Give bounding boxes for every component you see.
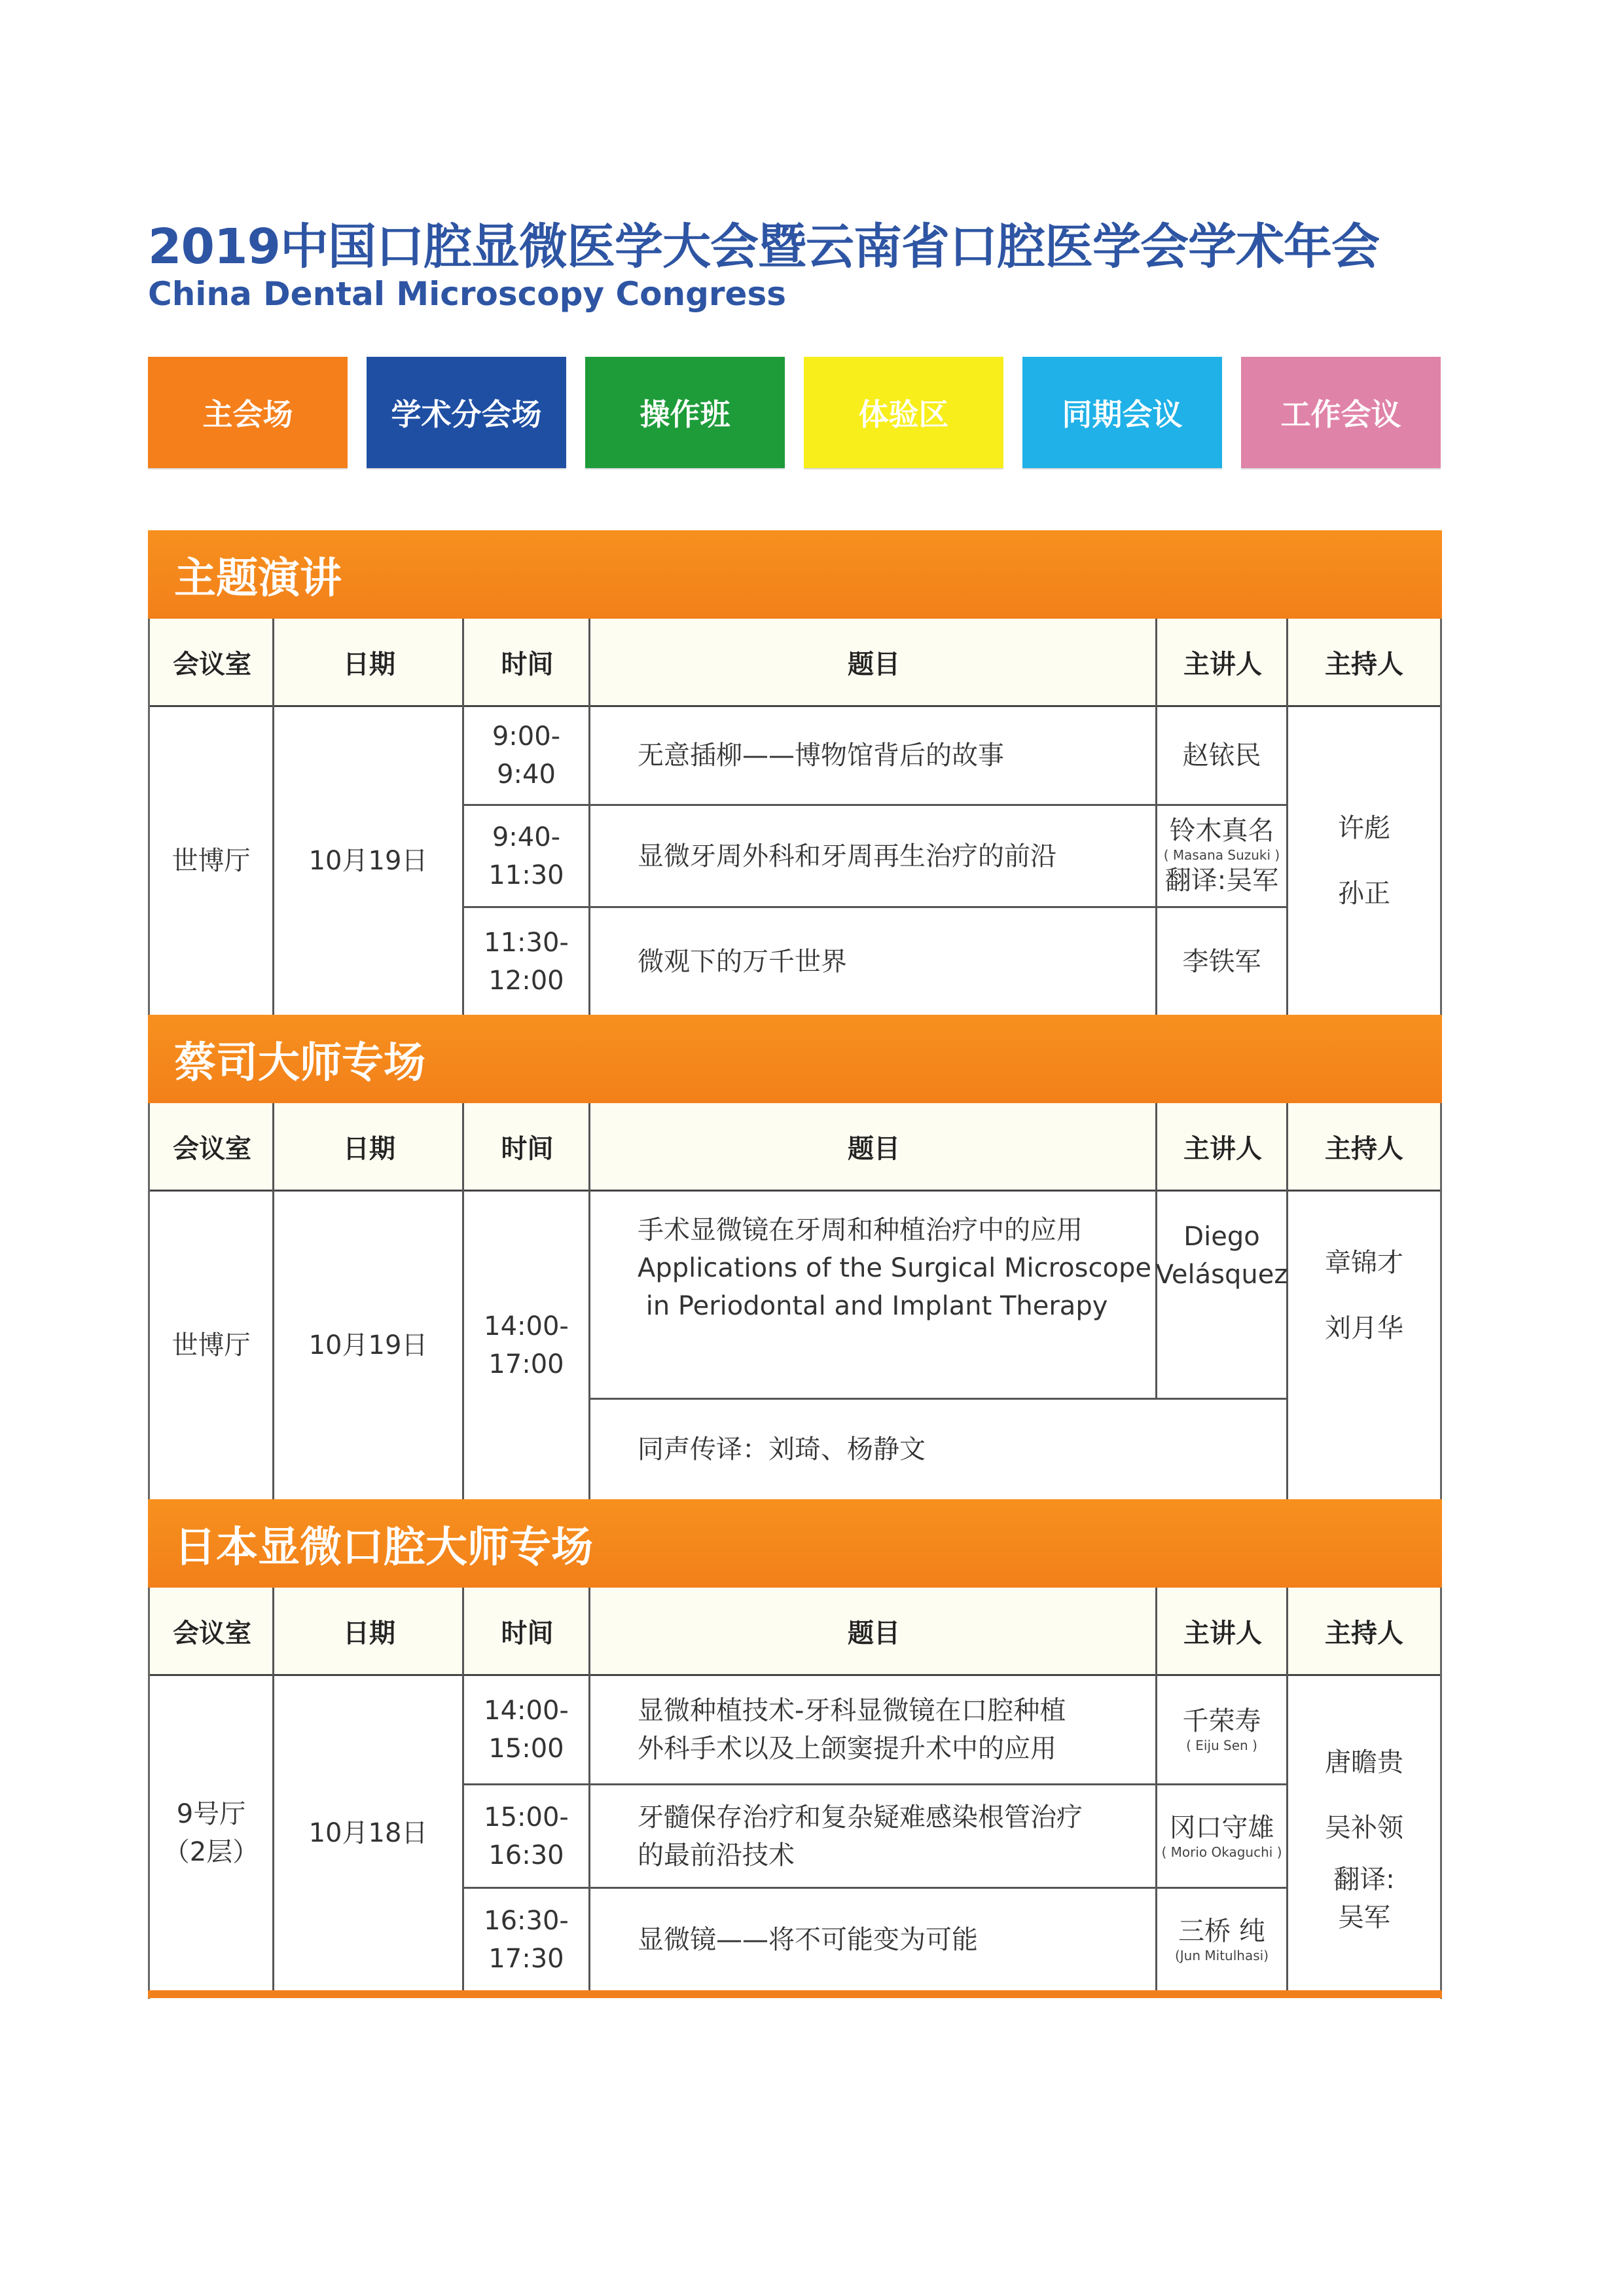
speaker-cell: 三桥 纯 (Jun Mitulhasi): [1174, 1916, 1269, 1963]
table-header: [150, 619, 1440, 707]
date-cell: 10月19日: [308, 1330, 428, 1360]
tab-work-meeting[interactable]: 工作会议: [1241, 357, 1441, 468]
topic-cell: 手术显微镜在牙周和种植治疗中的应用 Applications of the Surgical Microscope in Periodontal and Implant Therapy: [638, 1215, 1151, 1321]
col-topic: 题目: [848, 1618, 900, 1649]
time-cell: 11:30- 12:00: [484, 927, 569, 996]
topic-cell: 显微牙周外科和牙周再生治疗的前沿: [638, 841, 1056, 871]
col-time: 时间: [501, 1618, 554, 1649]
col-topic: 题目: [848, 649, 900, 680]
table-header: [150, 1103, 1440, 1192]
col-date: 日期: [343, 649, 395, 680]
col-speaker: 主讲人: [1183, 649, 1262, 680]
col-speaker: 主讲人: [1183, 1618, 1262, 1649]
tab-experience-zone[interactable]: 体验区: [804, 357, 1003, 468]
speaker-cell: 铃木真名 ( Masana Suzuki ) 翻译:吴军: [1163, 815, 1280, 896]
speaker-cell: 李铁军: [1182, 946, 1261, 977]
speaker-cell: 千荣寿 ( Eiju Sen ): [1182, 1706, 1261, 1753]
col-room: 会议室: [173, 1133, 251, 1164]
time-cell: 16:30- 17:30: [484, 1905, 569, 1974]
page-subtitle: China Dental Microscopy Congress: [148, 275, 786, 313]
topic-cell: 牙髓保存治疗和复杂疑难感染根管治疗 的最前沿技术: [638, 1802, 1083, 1870]
time-cell: 9:00- 9:40: [492, 721, 561, 790]
col-host: 主持人: [1325, 1133, 1403, 1164]
speaker-cell: 赵铱民: [1182, 740, 1261, 771]
host-cell: 章锦才 刘月华: [1325, 1248, 1403, 1343]
topic-cell: 显微镜——将不可能变为可能: [638, 1924, 978, 1955]
date-cell: 10月18日: [308, 1818, 428, 1848]
category-legend: [148, 357, 1442, 468]
interpretation-note: 同声传译：刘琦、杨静文: [638, 1434, 926, 1465]
tab-concurrent-meeting[interactable]: 同期会议: [1022, 357, 1222, 468]
section-title: 日本显微口腔大师专场: [148, 1499, 1442, 1588]
col-date: 日期: [343, 1618, 395, 1649]
host-cell: 唐瞻贵 吴补领 翻译: 吴军: [1325, 1747, 1403, 1933]
tab-main-venue[interactable]: 主会场: [148, 357, 348, 468]
topic-cell: 无意插柳——博物馆背后的故事: [638, 740, 1004, 771]
room-cell: 世博厅: [171, 1330, 251, 1360]
col-host: 主持人: [1325, 649, 1403, 680]
bottom-divider: [148, 1990, 1442, 1998]
schedule-table: [148, 530, 1442, 1999]
topic-cell: 显微种植技术-牙科显微镜在口腔种植 外科手术以及上颌窦提升术中的应用: [638, 1696, 1066, 1764]
host-cell: 许彪 孙正: [1338, 813, 1390, 909]
col-time: 时间: [501, 649, 554, 680]
table-header: [150, 1588, 1440, 1676]
col-room: 会议室: [173, 649, 251, 680]
time-cell: 14:00- 15:00: [484, 1696, 569, 1764]
time-cell: 14:00- 17:00: [484, 1311, 569, 1379]
section-title: 蔡司大师专场: [148, 1015, 1442, 1103]
col-date: 日期: [343, 1133, 395, 1164]
date-cell: 10月19日: [308, 846, 428, 876]
room-cell: 世博厅: [171, 846, 251, 876]
col-host: 主持人: [1325, 1618, 1403, 1649]
tab-academic-branch[interactable]: 学术分会场: [367, 357, 566, 468]
topic-cell: 微观下的万千世界: [638, 946, 847, 977]
time-cell: 9:40- 11:30: [488, 822, 564, 890]
col-speaker: 主讲人: [1183, 1133, 1262, 1164]
speaker-cell: 冈口守雄 ( Morio Okaguchi ): [1161, 1812, 1282, 1860]
time-cell: 15:00- 16:30: [484, 1802, 569, 1870]
tab-workshop[interactable]: 操作班: [585, 357, 785, 468]
col-time: 时间: [501, 1133, 554, 1164]
room-cell: 9号厅 （2层）: [163, 1799, 259, 1867]
speaker-cell: Diego Velásquez: [1155, 1222, 1288, 1290]
col-topic: 题目: [848, 1133, 900, 1164]
section-title: 主题演讲: [148, 530, 1442, 619]
page-title: 2019中国口腔显微医学大会暨云南省口腔医学会学术年会: [148, 219, 1379, 275]
col-room: 会议室: [173, 1618, 251, 1649]
